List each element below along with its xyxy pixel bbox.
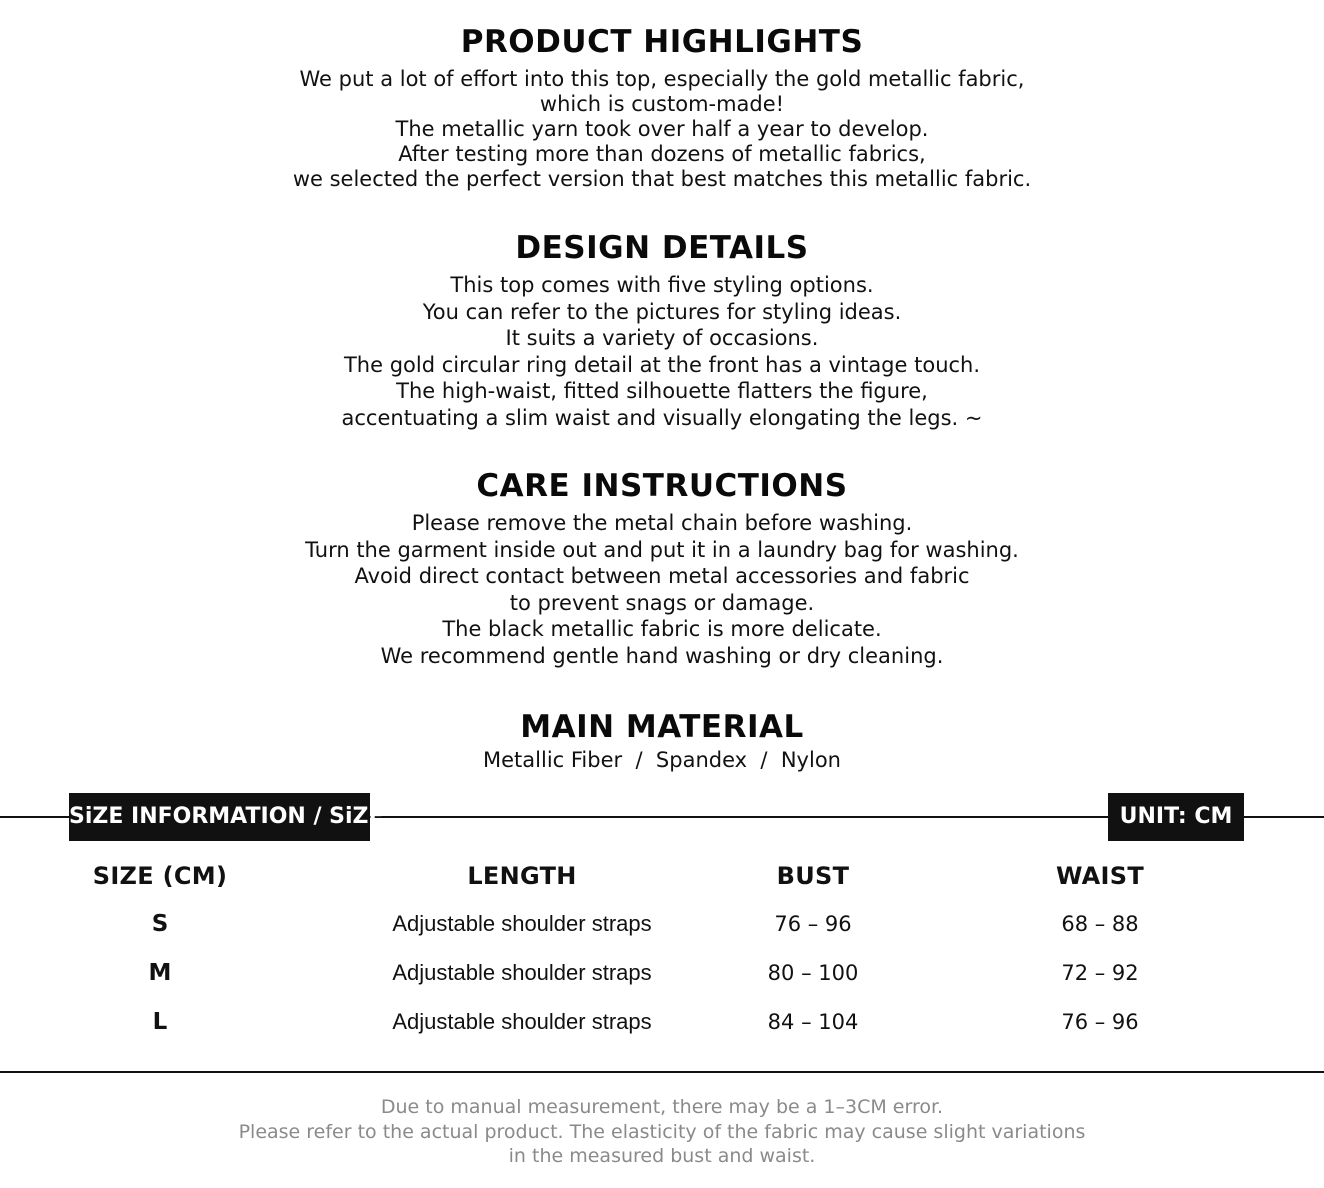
size-cell: M (148, 960, 172, 986)
main-material-section (0, 709, 1324, 773)
bottom-divider (0, 1071, 1324, 1073)
table-row (0, 1002, 1324, 1042)
size-information-tag: SiZE INFORMATION / SiZE (69, 793, 370, 841)
measurement-note-line: Please refer to the actual product. The elasticity of the fabric may cause slight variations (238, 1120, 1086, 1143)
measurement-note (0, 1095, 1324, 1169)
care-instructions-line: Please remove the metal chain before washing. (411, 511, 913, 535)
main-material-text (0, 748, 1324, 773)
header-bust: BUST (776, 862, 850, 890)
unit-tag: UNIT: CM (1108, 793, 1244, 841)
care-instructions-line: to prevent snags or damage. (509, 590, 815, 615)
measurement-note-text (0, 1095, 1324, 1169)
product-highlights-line: After testing more than dozens of metallic fabrics, (398, 142, 926, 166)
length-cell: Adjustable shoulder straps (392, 1009, 652, 1034)
main-material-title: MAIN MATERIAL (520, 709, 804, 745)
table-row (0, 904, 1324, 944)
waist-cell: 68 – 88 (1061, 912, 1139, 936)
care-instructions-text (0, 510, 1324, 669)
design-details-line: You can refer to the pictures for styling ideas. (422, 299, 902, 324)
care-instructions-title: CARE INSTRUCTIONS (476, 468, 848, 504)
product-highlights-line: which is custom-made! (539, 92, 785, 116)
waist-cell: 76 – 96 (1061, 1010, 1139, 1034)
product-highlights-line: The metallic yarn took over half a year to develop. (395, 117, 929, 141)
design-details-line: It suits a variety of occasions. (505, 326, 819, 350)
bust-cell: 80 – 100 (767, 961, 859, 985)
length-cell: Adjustable shoulder straps (392, 960, 652, 985)
main-material-composition: Metallic Fiber / Spandex / Nylon (483, 748, 841, 772)
care-instructions-line: The black metallic fabric is more delicate. (442, 617, 882, 641)
size-cell: S (151, 911, 169, 937)
header-length: LENGTH (467, 862, 577, 890)
design-details-section (0, 230, 1324, 431)
design-details-text (0, 272, 1324, 431)
size-table-header (0, 856, 1324, 896)
product-highlights-line: we selected the perfect version that best matches this metallic fabric. (292, 167, 1032, 191)
design-details-line: This top comes with five styling options. (450, 273, 874, 297)
bust-cell: 76 – 96 (774, 912, 852, 936)
care-instructions-line: Avoid direct contact between metal accessories and fabric (354, 564, 970, 588)
design-details-line: The gold circular ring detail at the front has a vintage touch. (343, 352, 981, 377)
table-row (0, 953, 1324, 993)
length-cell: Adjustable shoulder straps (392, 911, 652, 936)
care-instructions-line: Turn the garment inside out and put it in a laundry bag for washing. (305, 537, 1019, 562)
design-details-title: DESIGN DETAILS (515, 230, 809, 266)
product-highlights-section (0, 24, 1324, 192)
size-cell: L (152, 1009, 168, 1035)
measurement-note-line: in the measured bust and waist. (508, 1145, 816, 1167)
bust-cell: 84 – 104 (767, 1010, 859, 1034)
waist-cell: 72 – 92 (1061, 961, 1139, 985)
header-size: SIZE (CM) (92, 862, 228, 890)
header-waist: WAIST (1055, 862, 1145, 890)
product-highlights-line: We put a lot of effort into this top, especially the gold metallic fabric, (299, 67, 1025, 91)
design-details-line: accentuating a slim waist and visually elongating the legs. ~ (341, 405, 983, 430)
care-instructions-section (0, 468, 1324, 669)
care-instructions-line: We recommend gentle hand washing or dry cleaning. (380, 643, 944, 668)
product-highlights-text (0, 67, 1324, 192)
measurement-note-line: Due to manual measurement, there may be a 1–3CM error. (380, 1096, 944, 1118)
product-highlights-title: PRODUCT HIGHLIGHTS (460, 24, 864, 60)
design-details-line: The high-waist, fitted silhouette flatters the figure, (396, 379, 928, 403)
